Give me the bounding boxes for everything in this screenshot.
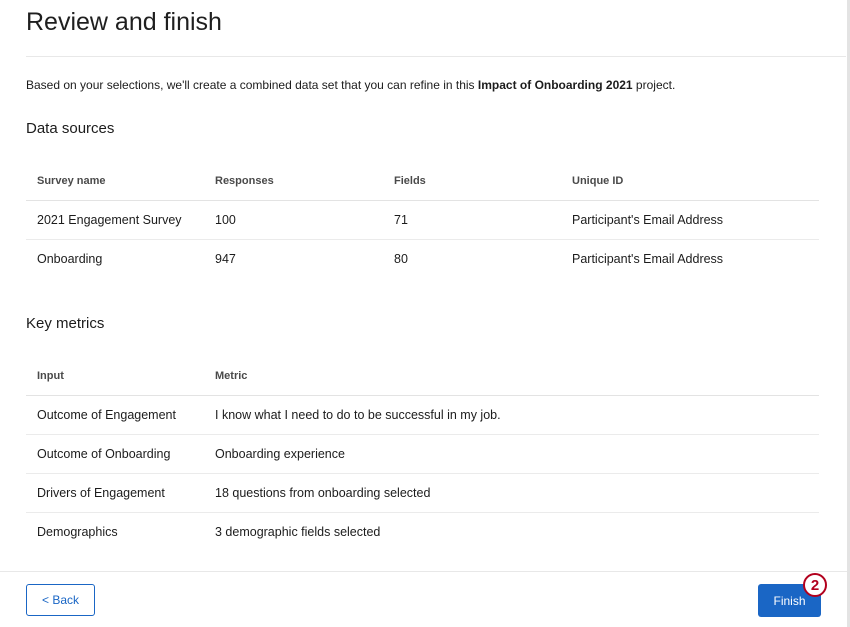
survey-name-cell: Onboarding xyxy=(37,252,103,266)
step-number-callout: 2 xyxy=(803,573,827,597)
footer-divider xyxy=(0,571,847,572)
data-sources-table xyxy=(26,161,819,278)
column-header-fields: Fields xyxy=(383,161,561,201)
unique-id-cell: Participant's Email Address xyxy=(572,252,724,266)
unique-id-cell: Participant's Email Address xyxy=(561,201,819,240)
survey-name-cell: 2021 Engagement Survey xyxy=(26,201,204,240)
fields-cell: 71 xyxy=(383,201,561,240)
back-button[interactable]: < Back xyxy=(26,584,95,616)
metric-cell: 3 demographic fields selected xyxy=(215,525,381,539)
column-header-metric: Metric xyxy=(204,356,819,396)
table-row xyxy=(26,396,819,435)
responses-cell: 100 xyxy=(204,201,383,240)
table-row xyxy=(26,474,819,513)
table-row xyxy=(26,513,819,552)
finish-button[interactable]: Finish xyxy=(758,584,821,617)
title-divider xyxy=(26,56,846,57)
column-header-survey-name: Survey name xyxy=(26,161,204,201)
key-metrics-title: Key metrics xyxy=(26,315,105,332)
table-row xyxy=(26,435,819,474)
column-header-unique-id: Unique ID xyxy=(561,161,819,201)
column-header-input: Input xyxy=(26,356,204,396)
intro-text xyxy=(26,78,675,92)
page-title: Review and finish xyxy=(26,8,222,36)
table-header-row xyxy=(26,356,819,396)
input-cell: Demographics xyxy=(37,525,118,539)
key-metrics-table xyxy=(26,356,819,551)
intro-suffix: project. xyxy=(632,78,676,92)
data-sources-title: Data sources xyxy=(26,120,115,137)
responses-cell: 947 xyxy=(215,252,236,266)
column-header-responses: Responses xyxy=(204,161,383,201)
table-row xyxy=(26,201,819,240)
input-cell: Outcome of Onboarding xyxy=(26,435,204,474)
input-cell: Outcome of Engagement xyxy=(26,396,204,435)
metric-cell: Onboarding experience xyxy=(204,435,819,474)
metric-cell: I know what I need to do to be successful in my job. xyxy=(204,396,819,435)
fields-cell: 80 xyxy=(394,252,408,266)
input-cell: Drivers of Engagement xyxy=(26,474,204,513)
metric-cell: 18 questions from onboarding selected xyxy=(204,474,819,513)
intro-prefix: Based on your selections, we'll create a combined data set that you can refine in this xyxy=(26,78,478,92)
project-name: Impact of Onboarding 2021 xyxy=(477,78,633,92)
table-row xyxy=(26,240,819,279)
table-header-row xyxy=(26,161,819,201)
